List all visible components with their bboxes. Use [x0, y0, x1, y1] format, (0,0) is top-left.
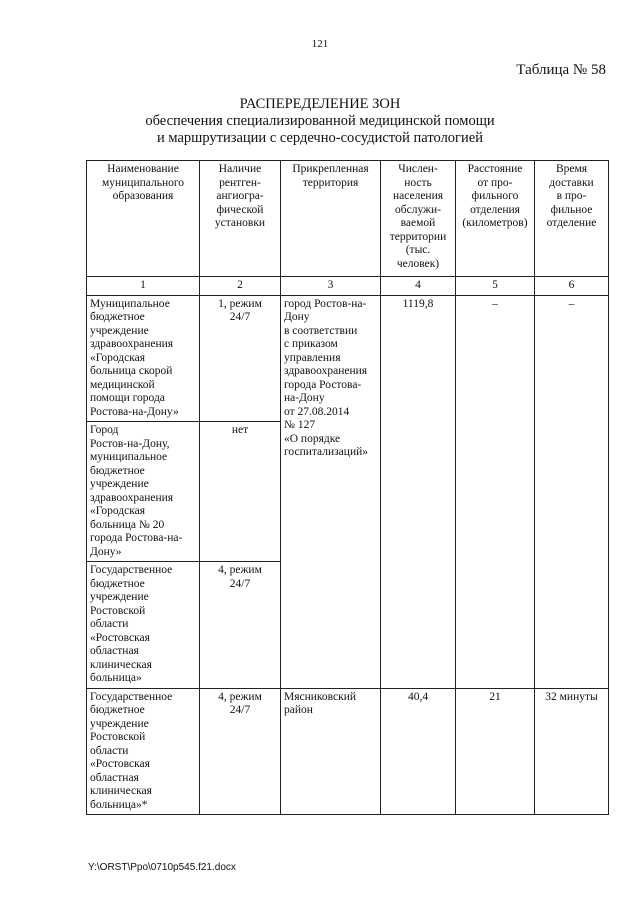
- column-number-row: [87, 277, 609, 296]
- header-distance: Расстояние от про- фильного отделения (километров): [456, 161, 535, 277]
- header-delivery-time: Время доставки в про- фильное отделение: [535, 161, 609, 277]
- file-path-footer: Y:\ORST\Ppo\0710p545.f21.docx: [88, 862, 236, 873]
- table-label: Таблица № 58: [516, 62, 606, 78]
- territory-cell: город Ростов-на- Дону в соответствии с приказом управления здравоохранения города Ростова- на-Дону от 27.08.2014 № 127 «О порядке госпитализаций»: [281, 295, 381, 688]
- header-angiography: Наличие рентген- ангиогра- фической установки: [200, 161, 281, 277]
- municipality-cell: Государственное бюджетное учреждение Ростовской области «Ростовская областная клиническая больница»: [87, 562, 200, 689]
- column-number: 1: [87, 277, 200, 296]
- territory-cell: Мясниковский район: [281, 688, 381, 815]
- population-cell: 40,4: [381, 688, 456, 815]
- municipality-cell: Муниципальное бюджетное учреждение здравоохранения «Городская больница скорой медицинской помощи города Ростова-на-Дону»: [87, 295, 200, 422]
- column-number: 4: [381, 277, 456, 296]
- angiography-cell: нет: [200, 422, 281, 562]
- delivery-time-cell: –: [535, 295, 609, 688]
- column-number: 5: [456, 277, 535, 296]
- municipality-cell: Город Ростов-на-Дону, муниципальное бюджетное учреждение здравоохранения «Городская больница № 20 города Ростова-на- Дону»: [87, 422, 200, 562]
- header-row: [87, 161, 609, 277]
- column-number: 3: [281, 277, 381, 296]
- title-line-2: обеспечения специализированной медицинской помощи: [145, 113, 495, 129]
- header-territory: Прикрепленная территория: [281, 161, 381, 277]
- angiography-cell: 4, режим 24/7: [200, 562, 281, 689]
- distance-cell: 21: [456, 688, 535, 815]
- header-population: Числен- ность населения обслужи- ваемой территории (тыс. человек): [381, 161, 456, 277]
- table-row: [87, 688, 609, 815]
- population-cell: 1119,8: [381, 295, 456, 688]
- distance-cell: –: [456, 295, 535, 688]
- zones-table: [86, 160, 609, 815]
- title-line-1: РАСПЕРЕДЕЛЕНИЕ ЗОН: [239, 96, 401, 112]
- angiography-cell: 1, режим 24/7: [200, 295, 281, 422]
- angiography-cell: 4, режим 24/7: [200, 688, 281, 815]
- header-municipality: Наименование муниципального образования: [87, 161, 200, 277]
- delivery-time-cell: 32 минуты: [535, 688, 609, 815]
- table-row: [87, 295, 609, 422]
- column-number: 2: [200, 277, 281, 296]
- page-number: 121: [311, 38, 329, 50]
- title-line-3: и маршрутизации с сердечно-сосудистой патологией: [157, 130, 483, 146]
- municipality-cell: Государственное бюджетное учреждение Ростовской области «Ростовская областная клиническая больница»*: [87, 688, 200, 815]
- column-number: 6: [535, 277, 609, 296]
- document-title: [0, 96, 640, 147]
